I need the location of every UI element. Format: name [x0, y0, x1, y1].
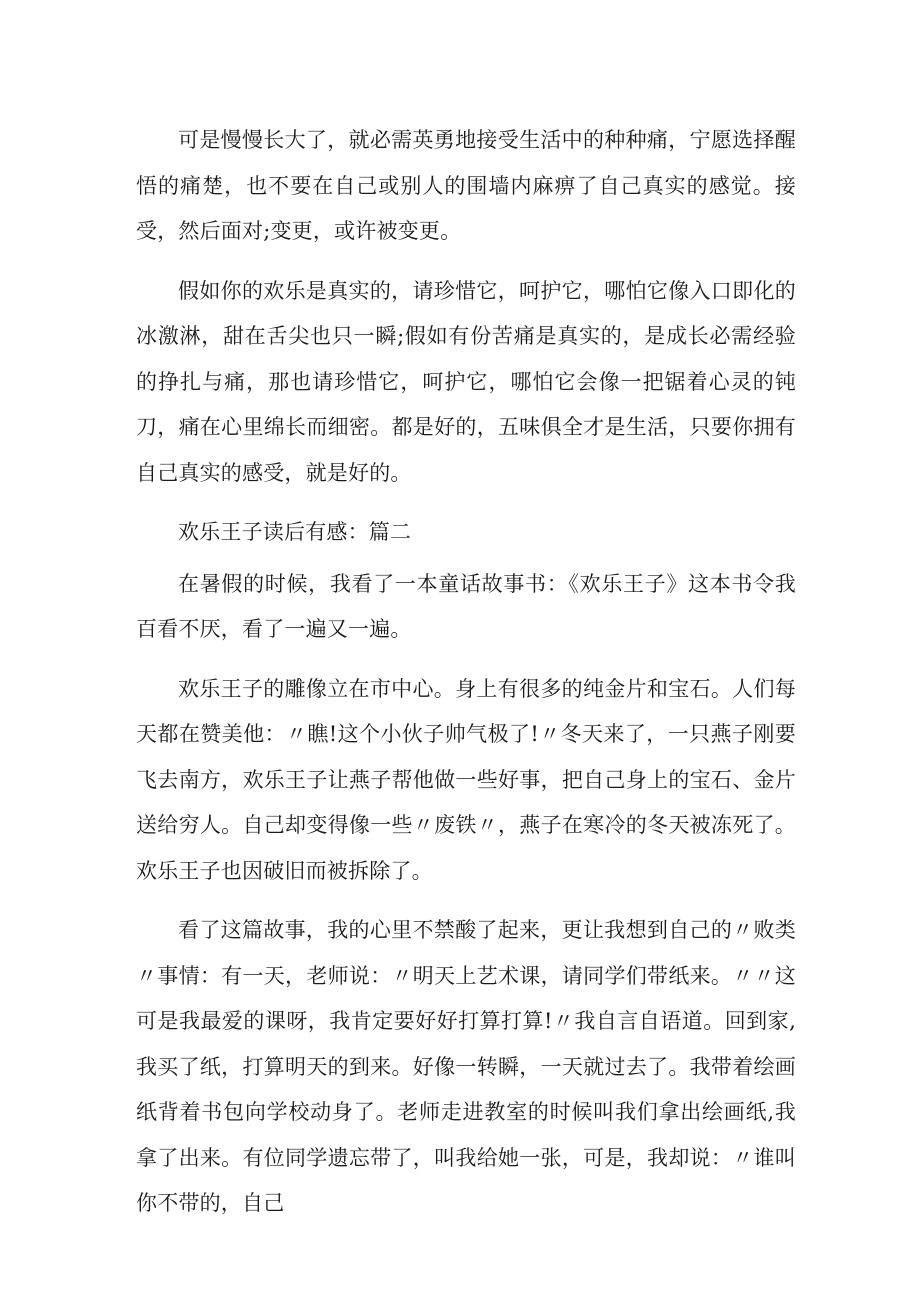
- paragraph-3: 在暑假的时候，我看了一本童话故事书：《欢乐王子》这本书令我百看不厌，看了一遍又一遍。: [136, 571, 796, 641]
- paragraph-2: 假如你的欢乐是真实的，请珍惜它，呵护它，哪怕它像入口即化的冰激淋，甜在舌尖也只一瞬;假如有份苦痛是真实的，是成长必需经验的挣扎与痛，那也请珍惜它，呵护它，哪怕它会像一把锯着心灵的钝刀，痛在心里绵长而细密。都是好的，五味俱全才是生活，只要你拥有自己真实的感受，就是好的。: [136, 278, 796, 485]
- section-heading: 欢乐王子读后有感：篇二: [178, 520, 412, 544]
- paragraph-1: 可是慢慢长大了，就必需英勇地接受生活中的种种痛，宁愿选择醒悟的痛楚，也不要在自己或别人的围墙内麻痹了自己真实的感觉。接受，然后面对;变更，或许被变更。: [136, 128, 796, 243]
- paragraph-4: 欢乐王子的雕像立在市中心。身上有很多的纯金片和宝石。人们每天都在赞美他：〃瞧!这个小伙子帅气极了!〃冬天来了，一只燕子刚要飞去南方，欢乐王子让燕子帮他做一些好事，把自己身上的宝石、金片送给穷人。自己却变得像一些〃废铁〃，燕子在寒冷的冬天被冻死了。欢乐王子也因破旧而被拆除了。: [136, 676, 796, 883]
- document-body: [136, 118, 796, 1241]
- paragraph-5: 看了这篇故事，我的心里不禁酸了起来，更让我想到自己的〃败类〃事情：有一天，老师说：〃明天上艺术课，请同学们带纸来。〃〃这可是我最爱的课呀，我肯定要好好打算打算!〃我自言自语道。回到家,我买了纸，打算明天的到来。好像一转瞬，一天就过去了。我带着绘画纸背着书包向学校动身了。老师走进教室的时候叫我们拿出绘画纸,我拿了出来。有位同学遗忘带了，叫我给她一张，可是，我却说：〃谁叫你不带的，自己: [136, 918, 796, 1215]
